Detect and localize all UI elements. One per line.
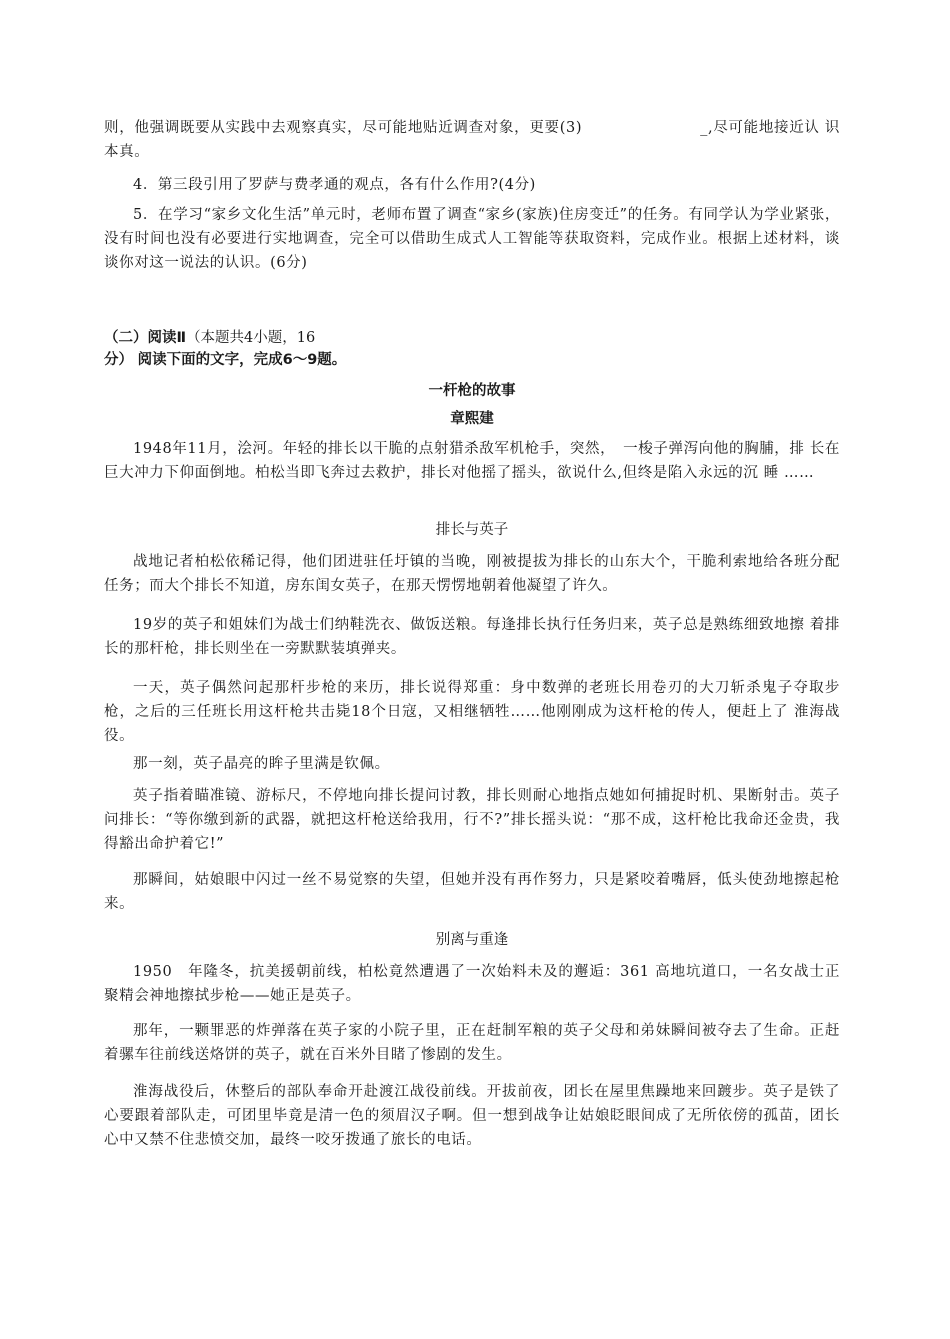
- part-1-title: 排长与英子: [435, 522, 509, 538]
- question-4: 4．第三段引用了罗萨与费孝通的观点，各有什么作用?(4分): [133, 177, 536, 193]
- question-3-continuation: [104, 116, 840, 164]
- paragraph-8: 那年，一颗罪恶的炸弹落在英子家的小院子里，正在赶制军粮的英子父母和弟妹瞬间被夺去了生命。正赶着骡车往前线送烙饼的英子，就在百米外目睹了惨剧的发生。: [104, 1023, 840, 1063]
- paragraph-6: 那瞬间，姑娘眼中闪过一丝不易觉察的失望，但她并没有再作努力，只是紧咬着嘴唇，低头使劲地擦起枪来。: [104, 872, 840, 912]
- section-2-label: （二）阅读Ⅱ: [104, 330, 187, 346]
- paragraph-2: 19岁的英子和姐妹们为战士们纳鞋洗衣、做饭送粮。每逢排长执行任务归来，英子总是熟练细致地擦 着排长的那杆枪，排长则坐在一旁默默装填弹夹。: [104, 617, 840, 657]
- story-intro: 1948年11月，浍河。年轻的排长以干脆的点射猎杀敌军机枪手，突然， 一梭子弹泻向他的胸脯，排 长在巨大冲力下仰面倒地。柏松当即飞奔过去救护，排长对他摇了摇头，欲说什么,但终是陷入永远的沉 睡 ……: [104, 441, 840, 481]
- paragraph-7: 1950 年隆冬，抗美援朝前线，柏松竟然遭遇了一次始料未及的邂逅：361 高地坑道口，一名女战士正聚精会神地擦拭步枪——她正是英子。: [104, 964, 840, 1004]
- q3-text-after-blank: _,尽可能地接近认 识本真。: [104, 120, 840, 160]
- paragraph-4: 那一刻，英子晶亮的眸子里满是钦佩。: [133, 756, 390, 772]
- paragraph-5: 英子指着瞄准镜、游标尺，不停地向排长提问讨教，排长则耐心地指点她如何捕捉时机、果断射击。英子问排长：“等你缴到新的武器，就把这杆枪送给我用，行不?”排长摇头说：“那不成，这杆枪比我命还金贵，我得豁出命护着它!”: [104, 788, 840, 852]
- section-2-header: [104, 327, 404, 371]
- story-title: 一杆枪的故事: [428, 383, 516, 399]
- part-2-title: 别离与重逢: [435, 932, 509, 948]
- section-2-instruction: 阅读下面的文字，完成6～9题。: [137, 352, 347, 368]
- q3-text-before-blank: 则，他强调既要从实践中去观察真实，尽可能地贴近调查对象，更要(3): [104, 120, 583, 136]
- section-2-meta: （本题共4小题，16: [186, 330, 316, 346]
- paragraph-9: 淮海战役后，休整后的部队奉命开赴渡江战役前线。开拔前夜，团长在屋里焦躁地来回踱步。英子是铁了心要跟着部队走，可团里毕竟是清一色的须眉汉子啊。但一想到战争让姑娘眨眼间成了无所依傍的孤苗，团长心中又禁不住悲愤交加，最终一咬牙拨通了旅长的电话。: [104, 1084, 840, 1148]
- paragraph-1: 战地记者柏松依稀记得，他们团进驻任圩镇的当晚，刚被提拔为排长的山东大个，干脆利索地给各班分配任务；而大个排长不知道，房东闺女英子，在那天愣愣地朝着他凝望了许久。: [104, 554, 840, 594]
- story-author: 章熙建: [450, 411, 494, 427]
- paragraph-3: 一天，英子偶然问起那杆步枪的来历，排长说得郑重：身中数弹的老班长用卷刃的大刀斩杀鬼子夺取步枪，之后的三任班长用这杆枪共击毙18个日寇，又相继牺牲……他刚刚成为这杆枪的传人，便赶上了 淮海战役。: [104, 680, 840, 744]
- section-2-meta-line2: 分）: [104, 352, 133, 368]
- question-5: 5．在学习“家乡文化生活”单元时，老师布置了调查“家乡(家族)住房变迁”的任务。有同学认为学业紧张，没有时间也没有必要进行实地调查，完全可以借助生成式人工智能等获取资料，完成作业。根据上述材料，谈谈你对这一说法的认识。(6分): [104, 207, 840, 271]
